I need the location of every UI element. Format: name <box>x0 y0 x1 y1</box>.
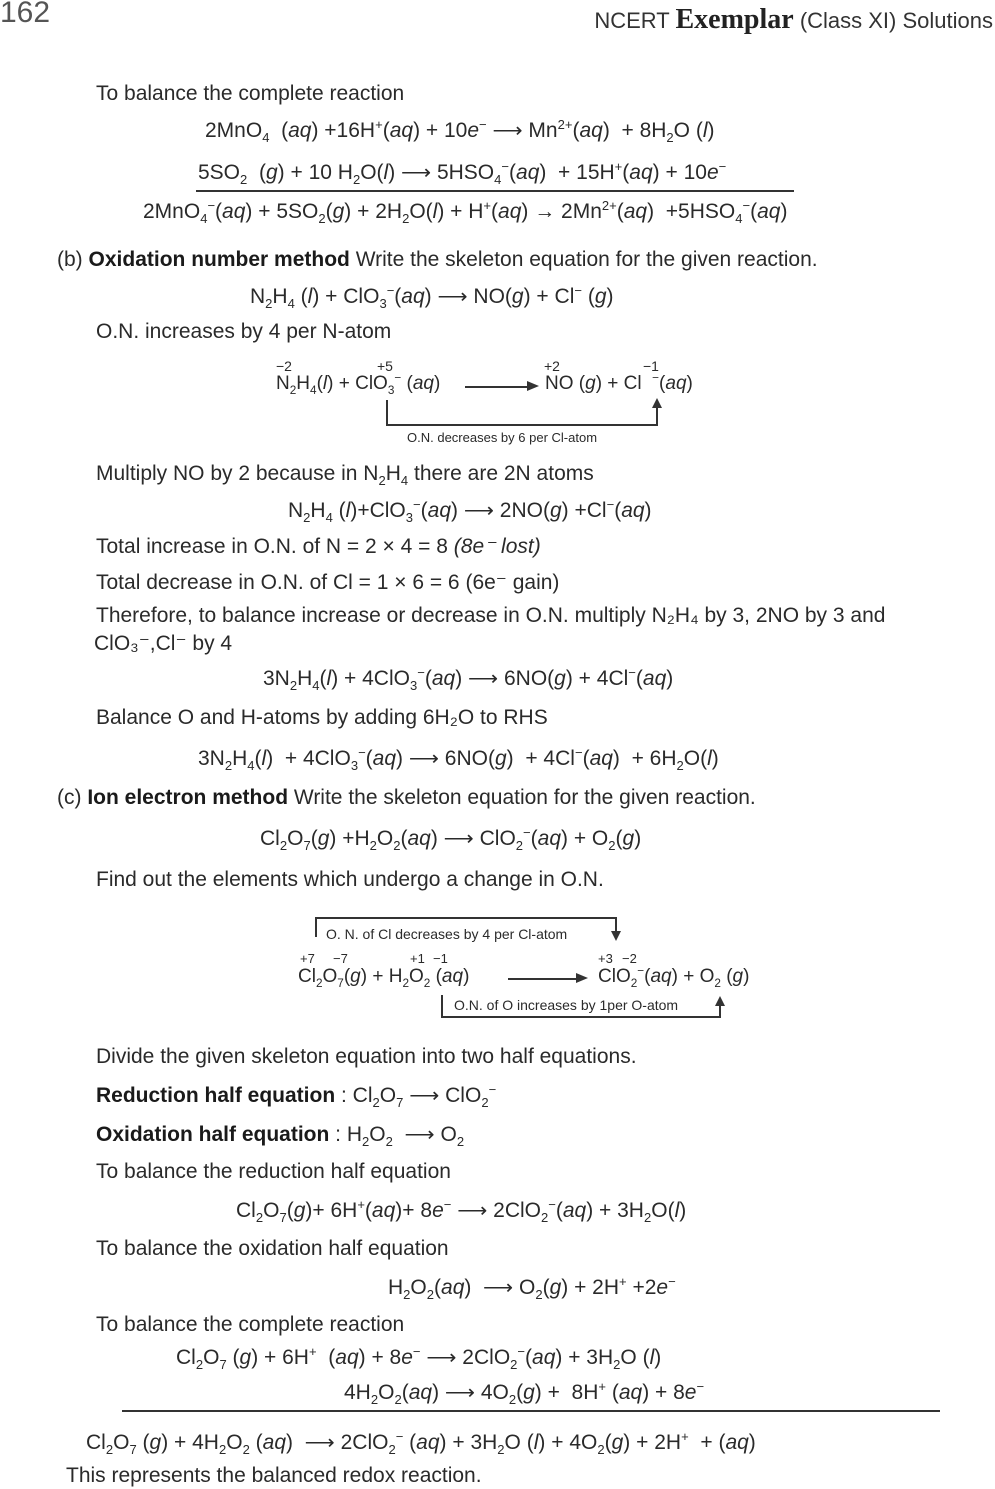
running-header <box>594 4 993 36</box>
equation-c-oxidation: $H_2O_2(aq)$ ⟶ $O_2(g) + 2H^+ +2e^-$ <box>388 1274 676 1303</box>
ox-num-cl: +5 <box>377 358 393 374</box>
intro-complete-reaction-1: To balance the complete reaction <box>96 82 405 105</box>
on-diagram-b-bracket-bottom <box>386 424 658 426</box>
header-emphasis: Exemplar <box>675 4 794 35</box>
sum-line-a <box>196 190 794 192</box>
on-diagram-b-up-arrow-icon <box>652 398 662 408</box>
on-diagram-c-top-bracket-line <box>315 917 617 919</box>
on-diagram-c-top-bracket-right <box>615 917 617 931</box>
reduction-half-line: Reduction half equation : $Cl_2O_7$ ⟶ ClO$_2$− <box>96 1082 497 1111</box>
on-diagram-c-products: $ClO_2^-(aq) + O_2$ (g) <box>598 964 750 990</box>
section-c-text: Write the skeleton equation for the given reaction. <box>293 786 756 809</box>
ox-num-c-h: +1 <box>410 951 425 966</box>
ox-num-n: −2 <box>276 358 292 374</box>
conclusion-text: This represents the balanced redox reaction. <box>66 1464 482 1487</box>
on-diagram-c-arrow-line <box>508 978 576 980</box>
ox-num-no: +2 <box>544 358 560 374</box>
ox-num-c-clo2-o: −2 <box>622 951 637 966</box>
on-diagram-b-bracket-right <box>656 406 658 425</box>
multiply-no-pre: Multiply NO by 2 because in <box>96 462 358 485</box>
equation-c-skeleton: $Cl_2O_7(g) +H_2O_2(aq)$ ⟶ $ClO_2^-(aq) + O_2(g)$ <box>260 825 642 854</box>
equation-c-sum1: $Cl_2O_7$ (g) + 6H+ (aq) + 8e− ⟶ $2ClO_2^-(aq) + 3H_2O$ (l) <box>176 1344 662 1373</box>
multiply-no-post: there are 2N atoms <box>413 462 594 485</box>
on-diagram-c-down-arrow-icon <box>611 931 621 941</box>
on-diagram-c-top-bracket-left <box>315 917 317 937</box>
equation-c-reduction: $Cl_2O_7(g)+ 6H^+(aq)+ 8e^-$ ⟶ $2ClO_2^-(aq) + 3H_2O(l)$ <box>236 1197 687 1226</box>
section-c-title: Ion electron method <box>87 786 289 809</box>
equation-a-net: $2MnO_4^-(aq) + 5SO_2(g) + 2H_2O(l) + H^+(aq) \to 2Mn^{2+}(aq) +5HSO_4^-(aq)$ <box>143 198 788 227</box>
divide-text: Divide the given skeleton equation into two half equations. <box>96 1045 637 1068</box>
balance-o-h-text: Balance O and H-atoms by adding 6H₂O to RHS <box>96 706 548 729</box>
on-o-increase-text: O.N. of O increases by 1per O-atom <box>454 997 679 1013</box>
on-diagram-c-up-arrow-icon <box>715 996 725 1006</box>
equation-c-final: $Cl_2O_7$ $(g) + 4H_2O_2$ (aq) ⟶ 2ClO$_2$− $(aq) + 3H_2O$ $(l) + 4O_2(g) + 2H^+ + (aq)$ <box>86 1429 756 1458</box>
equation-a2: $5SO_2$ (g) + 10 $H_2O(l)$ ⟶ $5HSO_4^-(aq) + 15H^+(aq) + 10e^-$ <box>198 159 727 188</box>
on-diagram-b-arrow-icon <box>527 381 539 391</box>
on-diagram-c-bottom-bracket-left <box>441 995 443 1017</box>
section-c-label: (c) <box>57 786 82 809</box>
total-increase-note: (8e⁻ lost) <box>453 535 541 558</box>
on-diagram-b-products: NO (g) + Cl −(aq) <box>545 371 693 394</box>
reduction-label: Reduction half equation <box>96 1084 336 1107</box>
equation-b-final: $3N_2H_4(l) + 4ClO_3^-(aq)$ ⟶ $6NO(g) + 4Cl^-(aq) + 6H_2O(l)$ <box>198 745 719 774</box>
to-balance-reduction-text: To balance the reduction half equation <box>96 1160 451 1183</box>
ox-num-cl-minus: −1 <box>643 358 659 374</box>
total-decrease-text: Total decrease in O.N. of Cl = 1 × 6 = 6 (6e⁻ gain) <box>96 571 560 594</box>
equation-b3: $3N_2H_4(l) + 4ClO_3^-(aq)$ ⟶ 6NO(g) + 4Cl−(aq) <box>263 665 674 694</box>
on-cl-decrease-text: O. N. of Cl decreases by 4 per Cl-atom <box>326 926 568 942</box>
equation-b-skeleton: $N_2H_4$ (l) + ClO$_3$−(aq) ⟶ NO(g) + Cl− (g) <box>250 283 614 312</box>
section-b-text: Write the skeleton equation for the given reaction. <box>355 248 818 271</box>
therefore-text-line2: ClO₃⁻,Cl⁻ by 4 <box>94 632 233 655</box>
on-diagram-c-bottom-bracket-line <box>441 1016 721 1018</box>
oxidation-label: Oxidation half equation <box>96 1123 330 1146</box>
therefore-text: Therefore, to balance increase or decrease in O.N. multiply N₂H₄ by 3, 2NO by 3 and <box>96 604 886 627</box>
ox-num-c-o: −7 <box>333 951 348 966</box>
ox-num-c-cl: +7 <box>300 951 315 966</box>
find-out-text: Find out the elements which undergo a change in O.N. <box>96 868 604 891</box>
on-diagram-b-arrow-line <box>465 386 527 388</box>
section-b-heading <box>57 248 818 272</box>
on-increase-text: O.N. increases by 4 per N-atom <box>96 320 392 343</box>
section-b-label: (b) <box>57 248 83 271</box>
section-c-heading <box>57 786 756 810</box>
on-decrease-cl-text: O.N. decreases by 6 per Cl-atom <box>407 430 598 445</box>
total-increase-main: Total increase in O.N. of N = 2 × 4 = 8 <box>96 535 448 558</box>
on-diagram-c-arrow-icon <box>576 973 588 983</box>
multiply-no-text: Multiply NO by 2 because in $N_2H_4$ there are 2N atoms <box>96 462 594 489</box>
total-increase-text <box>96 534 541 559</box>
equation-c-sum2: $4H_2O_2(aq)$ ⟶ $4O_2(g) + 8H^+$ (aq) + 8e− <box>344 1379 705 1408</box>
on-diagram-b-bracket-left <box>386 400 388 425</box>
ox-num-c-o2: −1 <box>433 951 448 966</box>
intro-complete-reaction-2: To balance the complete reaction <box>96 1313 405 1336</box>
page-number: 162 <box>0 0 51 29</box>
on-diagram-c-equation: $Cl_2O_7(g) + H_2O_2$ (aq) <box>298 966 470 990</box>
oxidation-half-line: Oxidation half equation : $H_2O_2$ ⟶ $O_2$ <box>96 1123 465 1150</box>
to-balance-oxidation-text: To balance the oxidation half equation <box>96 1237 449 1260</box>
sum-line-c <box>122 1410 940 1412</box>
header-prefix: NCERT <box>594 8 670 33</box>
equation-a1: 2MnO$_4$ (aq) +16H+(aq) + 10e− ⟶ $Mn^{2+}(aq) + 8H_2O$ (l) <box>205 117 715 146</box>
equation-b2: $N_2H_4$ (l)+ClO$_3$−(aq) ⟶ 2NO(g) +Cl−(aq) <box>288 497 652 526</box>
ox-num-c-clo2-cl: +3 <box>598 951 613 966</box>
on-diagram-b-equation: $N_2H_4(l) + ClO_3^-$ (aq) <box>276 371 441 397</box>
section-b-title: Oxidation number method <box>88 248 350 271</box>
header-suffix: (Class XI) Solutions <box>799 8 993 33</box>
